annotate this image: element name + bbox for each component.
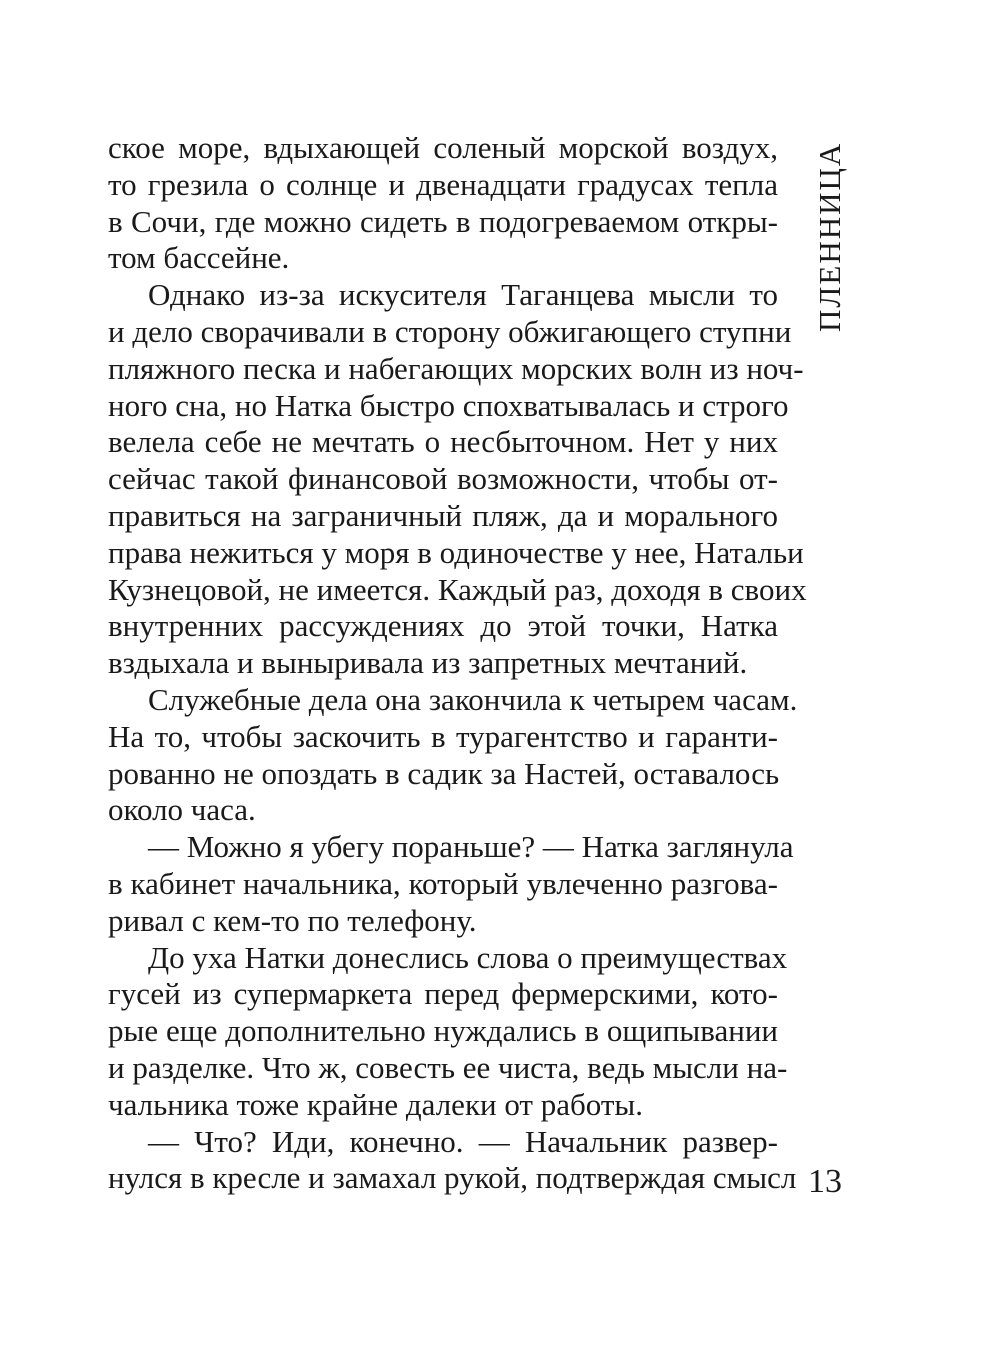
- text-line: и дело сворачивали в сторону обжигающего ступни: [108, 313, 792, 349]
- text-line: внутренних рассуждениях до этой точки, Натка: [108, 608, 778, 644]
- page-number: 13: [808, 1163, 842, 1200]
- text-line: — Можно я убегу пораньше? — Натка заглянула: [148, 829, 794, 865]
- body-text: [108, 130, 807, 1197]
- text-line: правиться на заграничный пляж, да и морального: [108, 497, 778, 533]
- text-line: рые еще дополнительно нуждались в ощипывании: [108, 1013, 778, 1049]
- text-line: ривал с кем-то по телефону.: [108, 902, 477, 938]
- text-line: На то, чтобы заскочить в турагентство и гаранти-: [108, 718, 778, 754]
- text-line: права нежиться у моря в одиночестве у нее, Натальи: [108, 534, 804, 570]
- text-line: том бассейне.: [108, 240, 290, 276]
- text-line: гусей из супермаркета перед фермерскими, кото-: [108, 976, 778, 1012]
- text-line: До уха Натки донеслись слова о преимуществах: [148, 939, 788, 975]
- text-line: Кузнецовой, не имеется. Каждый раз, доходя в своих: [108, 571, 807, 607]
- running-head: ПЛЕННИЦА: [812, 141, 847, 332]
- text-line: вздыхала и выныривала из запретных мечтаний.: [108, 645, 748, 681]
- text-line: около часа.: [108, 792, 256, 828]
- text-line: то грезила о солнце и двенадцати градусах тепла: [108, 166, 778, 202]
- text-line: Служебные дела она закончила к четырем часам.: [148, 681, 798, 717]
- text-line: нулся в кресле и замахал рукой, подтверждая смысл: [108, 1160, 797, 1196]
- text-line: ного сна, но Натка быстро спохватывалась и строго: [108, 387, 789, 423]
- text-line: рованно не опоздать в садик за Настей, оставалось: [108, 755, 780, 791]
- text-line: в кабинет начальника, который увлеченно разгова-: [108, 865, 778, 901]
- text-line: ское море, вдыхающей соленый морской воздух,: [108, 130, 778, 165]
- text-line: Однако из-за искусителя Таганцева мысли то: [148, 277, 778, 313]
- text-line: и разделке. Что ж, совесть ее чиста, ведь мысли на-: [108, 1049, 788, 1085]
- text-line: в Сочи, где можно сидеть в подогреваемом откры-: [108, 203, 778, 239]
- text-line: сейчас такой финансовой возможности, чтобы от-: [108, 461, 778, 497]
- text-line: чальника тоже крайне далеки от работы.: [108, 1086, 643, 1122]
- text-line: пляжного песка и набегающих морских волн из ноч-: [108, 350, 804, 386]
- text-line: — Что? Иди, конечно. — Начальник развер-: [148, 1123, 778, 1159]
- text-line: велела себе не мечтать о несбыточном. Нет у них: [108, 424, 778, 460]
